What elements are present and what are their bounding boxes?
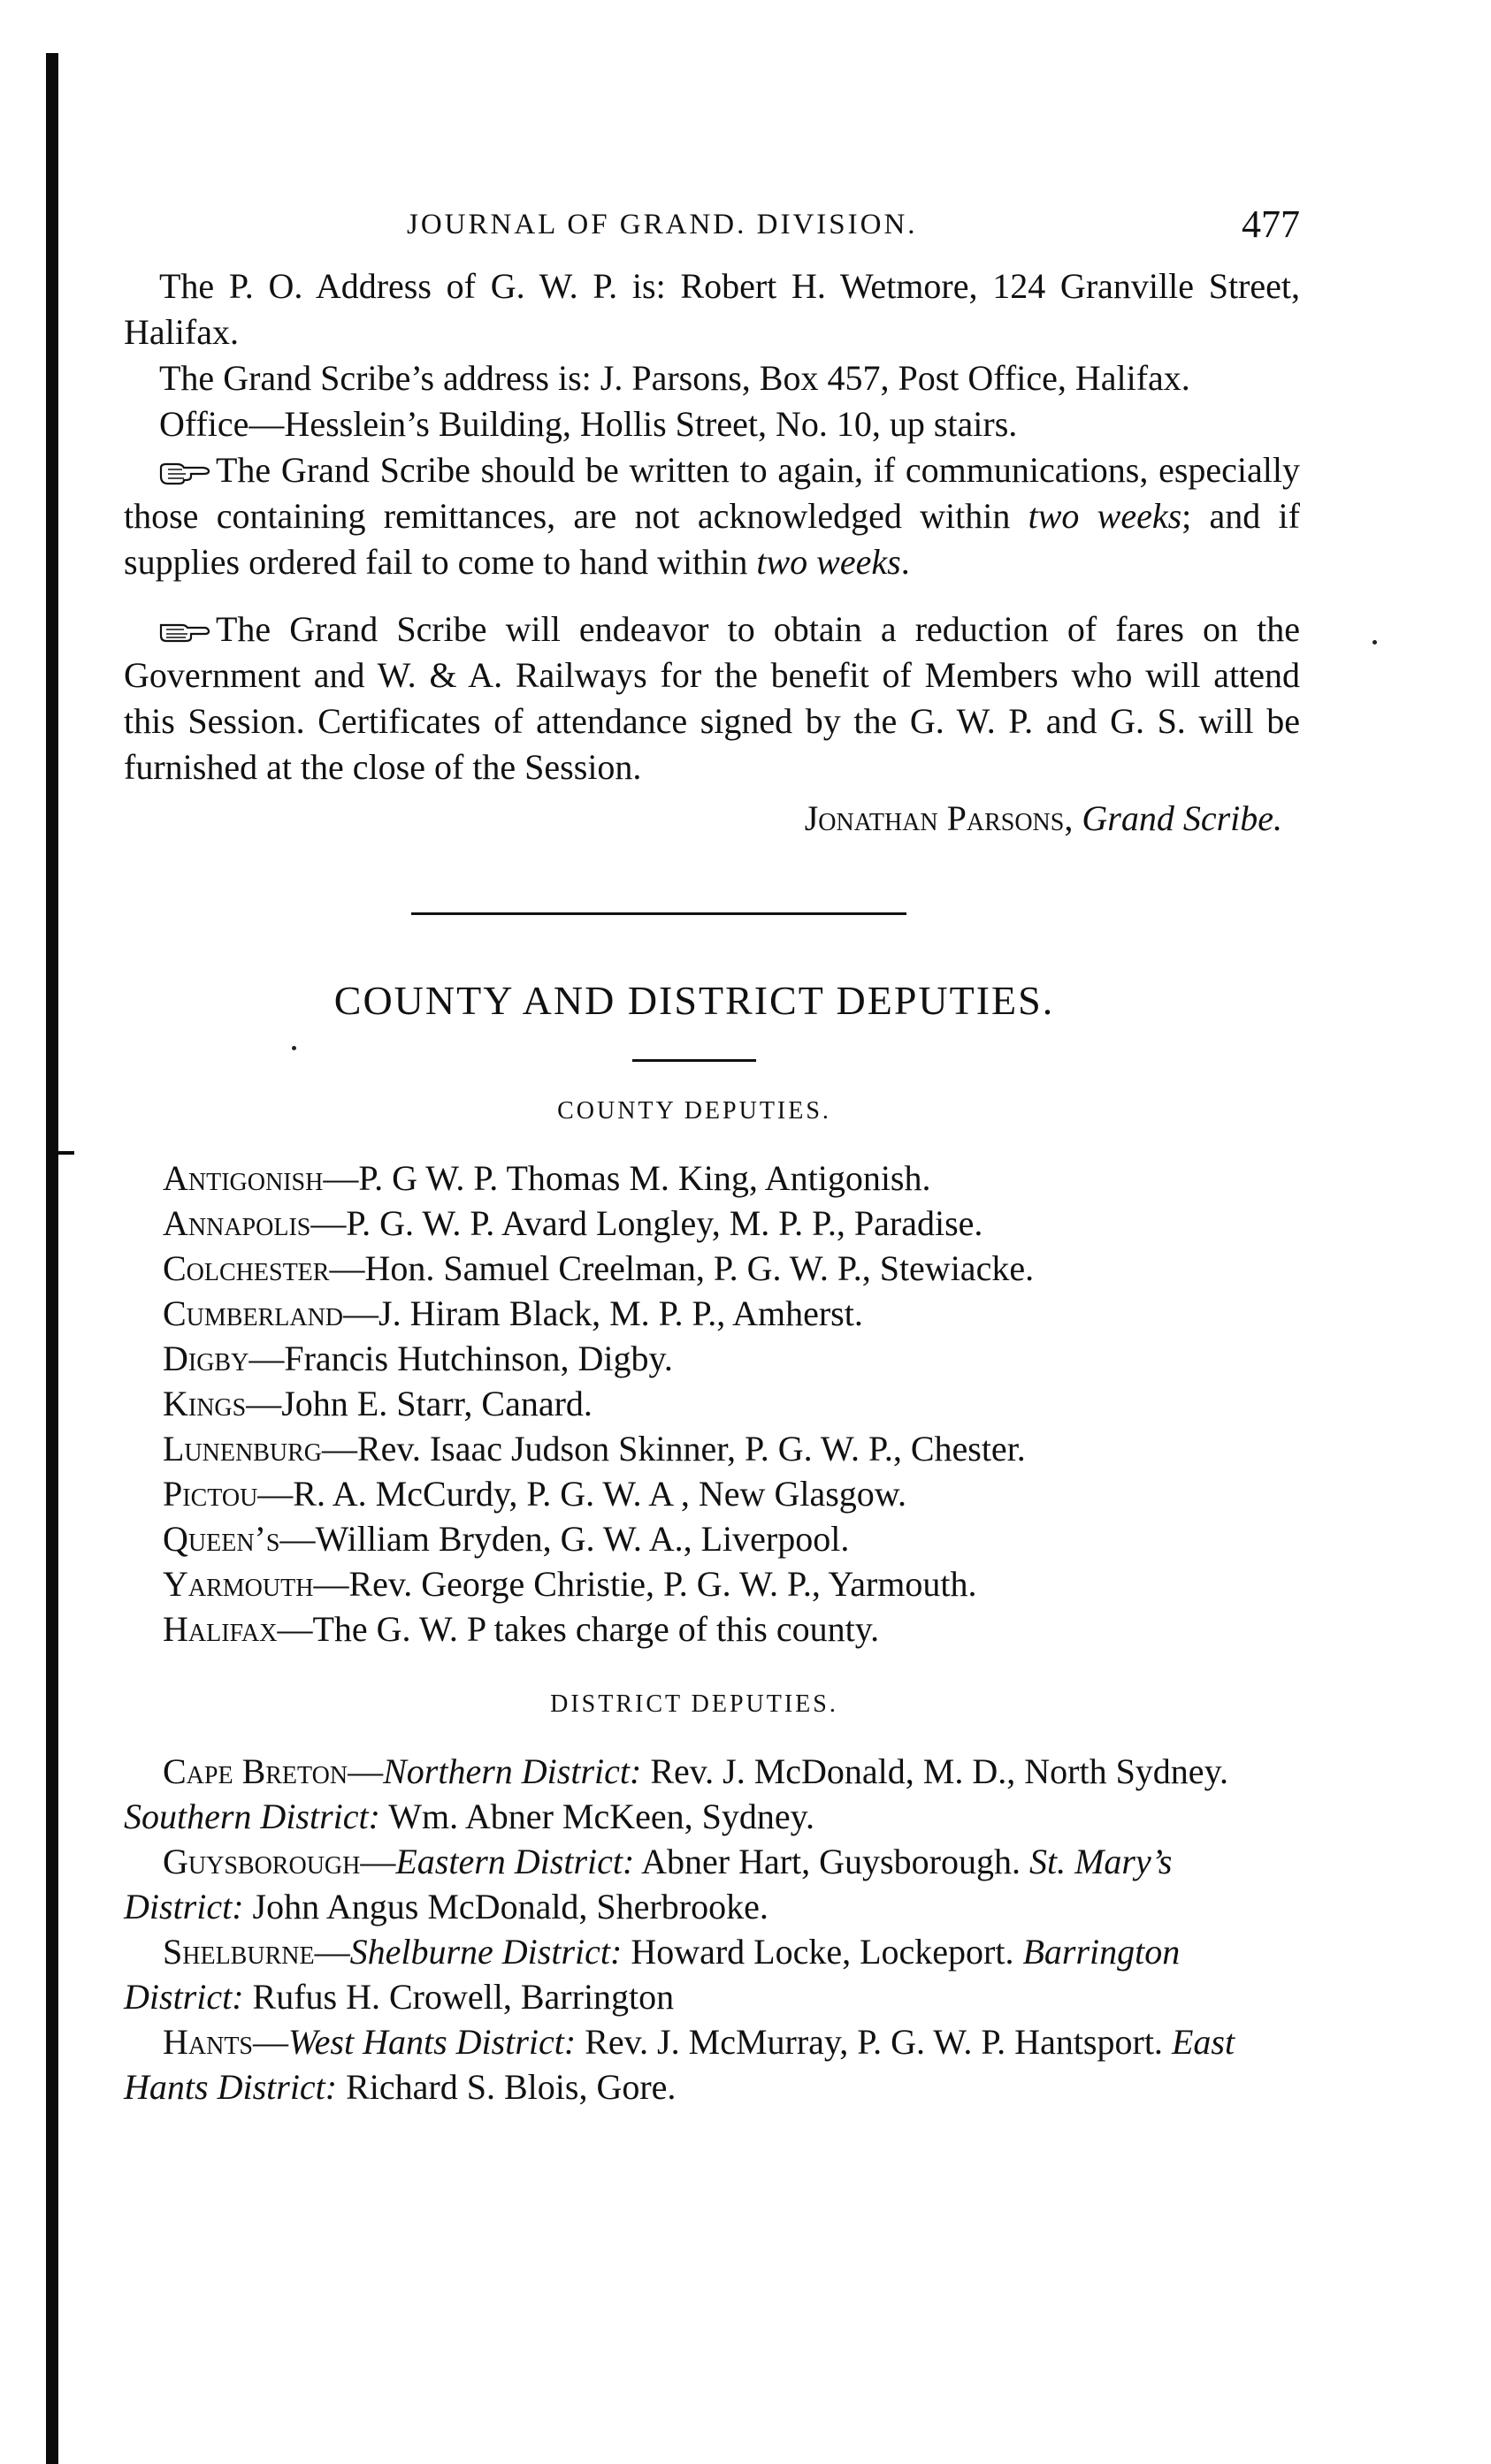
list-item	[124, 1471, 1300, 1516]
district-name: Barrington District:	[124, 1932, 1181, 2017]
list-item	[124, 1426, 1300, 1471]
county-name: Digby	[163, 1339, 249, 1378]
deputy-detail: Francis Hutchinson, Digby.	[284, 1339, 673, 1378]
district-deputies-list	[124, 1749, 1300, 2109]
notice-write-again	[124, 447, 1300, 585]
list-item	[124, 1156, 1300, 1201]
running-head	[124, 202, 1300, 255]
deputy-detail: Howard Locke, Lockeport.	[622, 1932, 1023, 1972]
dash: —	[279, 1519, 316, 1559]
list-item	[124, 1291, 1300, 1336]
county-name: Pictou	[163, 1474, 258, 1514]
notice-write-again-text: The Grand Scribe should be written to again, if communications, especially those containing remittances, are not acknowledged within	[124, 450, 1300, 536]
county-name: Cape Breton	[163, 1751, 348, 1791]
dash: —	[360, 1842, 396, 1881]
pointing-hand-icon	[159, 462, 210, 485]
section-divider	[411, 912, 906, 915]
running-head-title: JOURNAL OF GRAND. DIVISION.	[407, 209, 918, 240]
list-item	[124, 2019, 1300, 2109]
signatory-name: Jonathan Parsons	[804, 798, 1065, 838]
deputy-detail: R. A. McCurdy, P. G. W. A , New Glasgow.	[293, 1474, 907, 1514]
dash: —	[323, 1158, 359, 1198]
emphasis-two-weeks-2: two weeks	[756, 542, 901, 582]
dash: —	[310, 1203, 347, 1243]
notice-write-again-text-2: ; and if supplies ordered fail to come to hand within	[124, 496, 1300, 582]
county-name: Annapolis	[163, 1203, 311, 1243]
county-name: Yarmouth	[163, 1564, 314, 1604]
county-deputies-list	[124, 1156, 1300, 1652]
district-name: Southern District:	[124, 1797, 380, 1836]
dash: —	[277, 1609, 313, 1649]
county-name: Antigonish	[163, 1158, 324, 1198]
district-name: East Hants District:	[124, 2022, 1235, 2107]
district-name: Eastern District:	[395, 1842, 635, 1881]
deputy-detail: Rufus H. Crowell, Barrington	[243, 1977, 675, 2017]
notice-fares-text: The Grand Scribe will endeavor to obtain a reduction of fares on the Government and W. & A. Railways for the benefit of Members who will attend this Session. Certificates of attendance signed by the G. W. P. and G. S. will be furnished at the close of the Session.	[124, 609, 1300, 787]
deputy-detail: The G. W. P takes charge of this county.	[312, 1609, 880, 1649]
dash: —	[248, 1339, 285, 1378]
deputy-detail: P. G. W. P. Avard Longley, M. P. P., Paradise.	[346, 1203, 983, 1243]
district-deputies-heading: DISTRICT DEPUTIES.	[550, 1690, 838, 1718]
section-title: COUNTY AND DISTRICT DEPUTIES.	[333, 978, 1055, 1023]
deputy-detail: J. Hiram Black, M. P. P., Amherst.	[378, 1293, 863, 1333]
deputy-detail: Richard S. Blois, Gore.	[337, 2067, 677, 2107]
list-item	[124, 1336, 1300, 1381]
notice-fares	[124, 606, 1300, 790]
deputy-detail: Rev. Isaac Judson Skinner, P. G. W. P., Chester.	[357, 1429, 1026, 1468]
county-name: Shelburne	[163, 1932, 315, 1972]
notice-scribe-address: The Grand Scribe’s address is: J. Parsons, Box 457, Post Office, Halifax.	[159, 358, 1190, 398]
pointing-hand-icon	[159, 622, 210, 645]
list-item	[124, 1201, 1300, 1246]
county-name: Queen’s	[163, 1519, 280, 1559]
county-name: Cumberland	[163, 1293, 344, 1333]
district-name: West Hants District:	[288, 2022, 577, 2062]
deputy-detail: Wm. Abner McKeen, Sydney.	[379, 1797, 814, 1836]
notice-gwp-address: The P. O. Address of G. W. P. is: Robert H. Wetmore, 124 Granville Street, Halifax.	[124, 266, 1300, 352]
county-name: Colchester	[163, 1248, 330, 1288]
dash: —	[253, 2022, 289, 2062]
county-deputies-heading: COUNTY DEPUTIES.	[557, 1097, 831, 1125]
deputy-detail: Abner Hart, Guysborough.	[634, 1842, 1029, 1881]
dash: —	[313, 1564, 349, 1604]
list-item	[124, 1381, 1300, 1426]
list-item	[124, 1929, 1300, 2019]
list-item	[124, 1246, 1300, 1291]
deputy-detail: John Angus McDonald, Sherbrooke.	[243, 1887, 768, 1926]
county-name: Lunenburg	[163, 1429, 322, 1468]
deputy-detail: Rev. J. McMurray, P. G. W. P. Hantsport.	[576, 2022, 1172, 2062]
district-name: Shelburne District:	[349, 1932, 623, 1972]
page-edge-shadow	[46, 53, 58, 2464]
emphasis-two-weeks: two weeks	[1028, 496, 1182, 536]
signature-separator: ,	[1064, 798, 1082, 838]
dash: —	[343, 1293, 379, 1333]
district-name: Northern District:	[383, 1751, 642, 1791]
signatory-title: Grand Scribe.	[1082, 798, 1282, 838]
notice-office: Office—Hesslein’s Building, Hollis Street, No. 10, up stairs.	[159, 404, 1018, 444]
page-number: 477	[1242, 202, 1300, 246]
edge-mark	[58, 1151, 74, 1155]
deputy-detail: Rev. J. McDonald, M. D., North Sydney.	[641, 1751, 1228, 1791]
list-item	[124, 1606, 1300, 1652]
deputy-detail: John E. Starr, Canard.	[281, 1384, 593, 1423]
district-name: St. Mary’s District:	[124, 1842, 1173, 1926]
county-name: Kings	[163, 1384, 247, 1423]
list-item	[124, 1839, 1300, 1929]
deputy-detail: Rev. George Christie, P. G. W. P., Yarmouth.	[348, 1564, 977, 1604]
county-name: Halifax	[163, 1609, 278, 1649]
deputy-detail: William Bryden, G. W. A., Liverpool.	[315, 1519, 850, 1559]
title-rule	[632, 1059, 756, 1062]
deputy-detail: Hon. Samuel Creelman, P. G. W. P., Stewiacke.	[364, 1248, 1035, 1288]
dash: —	[322, 1429, 357, 1468]
county-name: Guysborough	[163, 1842, 361, 1881]
dash: —	[314, 1932, 350, 1972]
page-content	[124, 202, 1300, 2109]
dash: —	[348, 1751, 384, 1791]
signature	[124, 796, 1300, 842]
notice-write-again-end: .	[900, 542, 910, 582]
dash: —	[257, 1474, 294, 1514]
list-item	[124, 1749, 1300, 1839]
dash: —	[246, 1384, 282, 1423]
county-name: Hants	[163, 2022, 254, 2062]
ink-speck	[1372, 640, 1377, 645]
deputy-detail: P. G W. P. Thomas M. King, Antigonish.	[358, 1158, 931, 1198]
list-item	[124, 1516, 1300, 1561]
list-item	[124, 1561, 1300, 1606]
dash: —	[329, 1248, 365, 1288]
